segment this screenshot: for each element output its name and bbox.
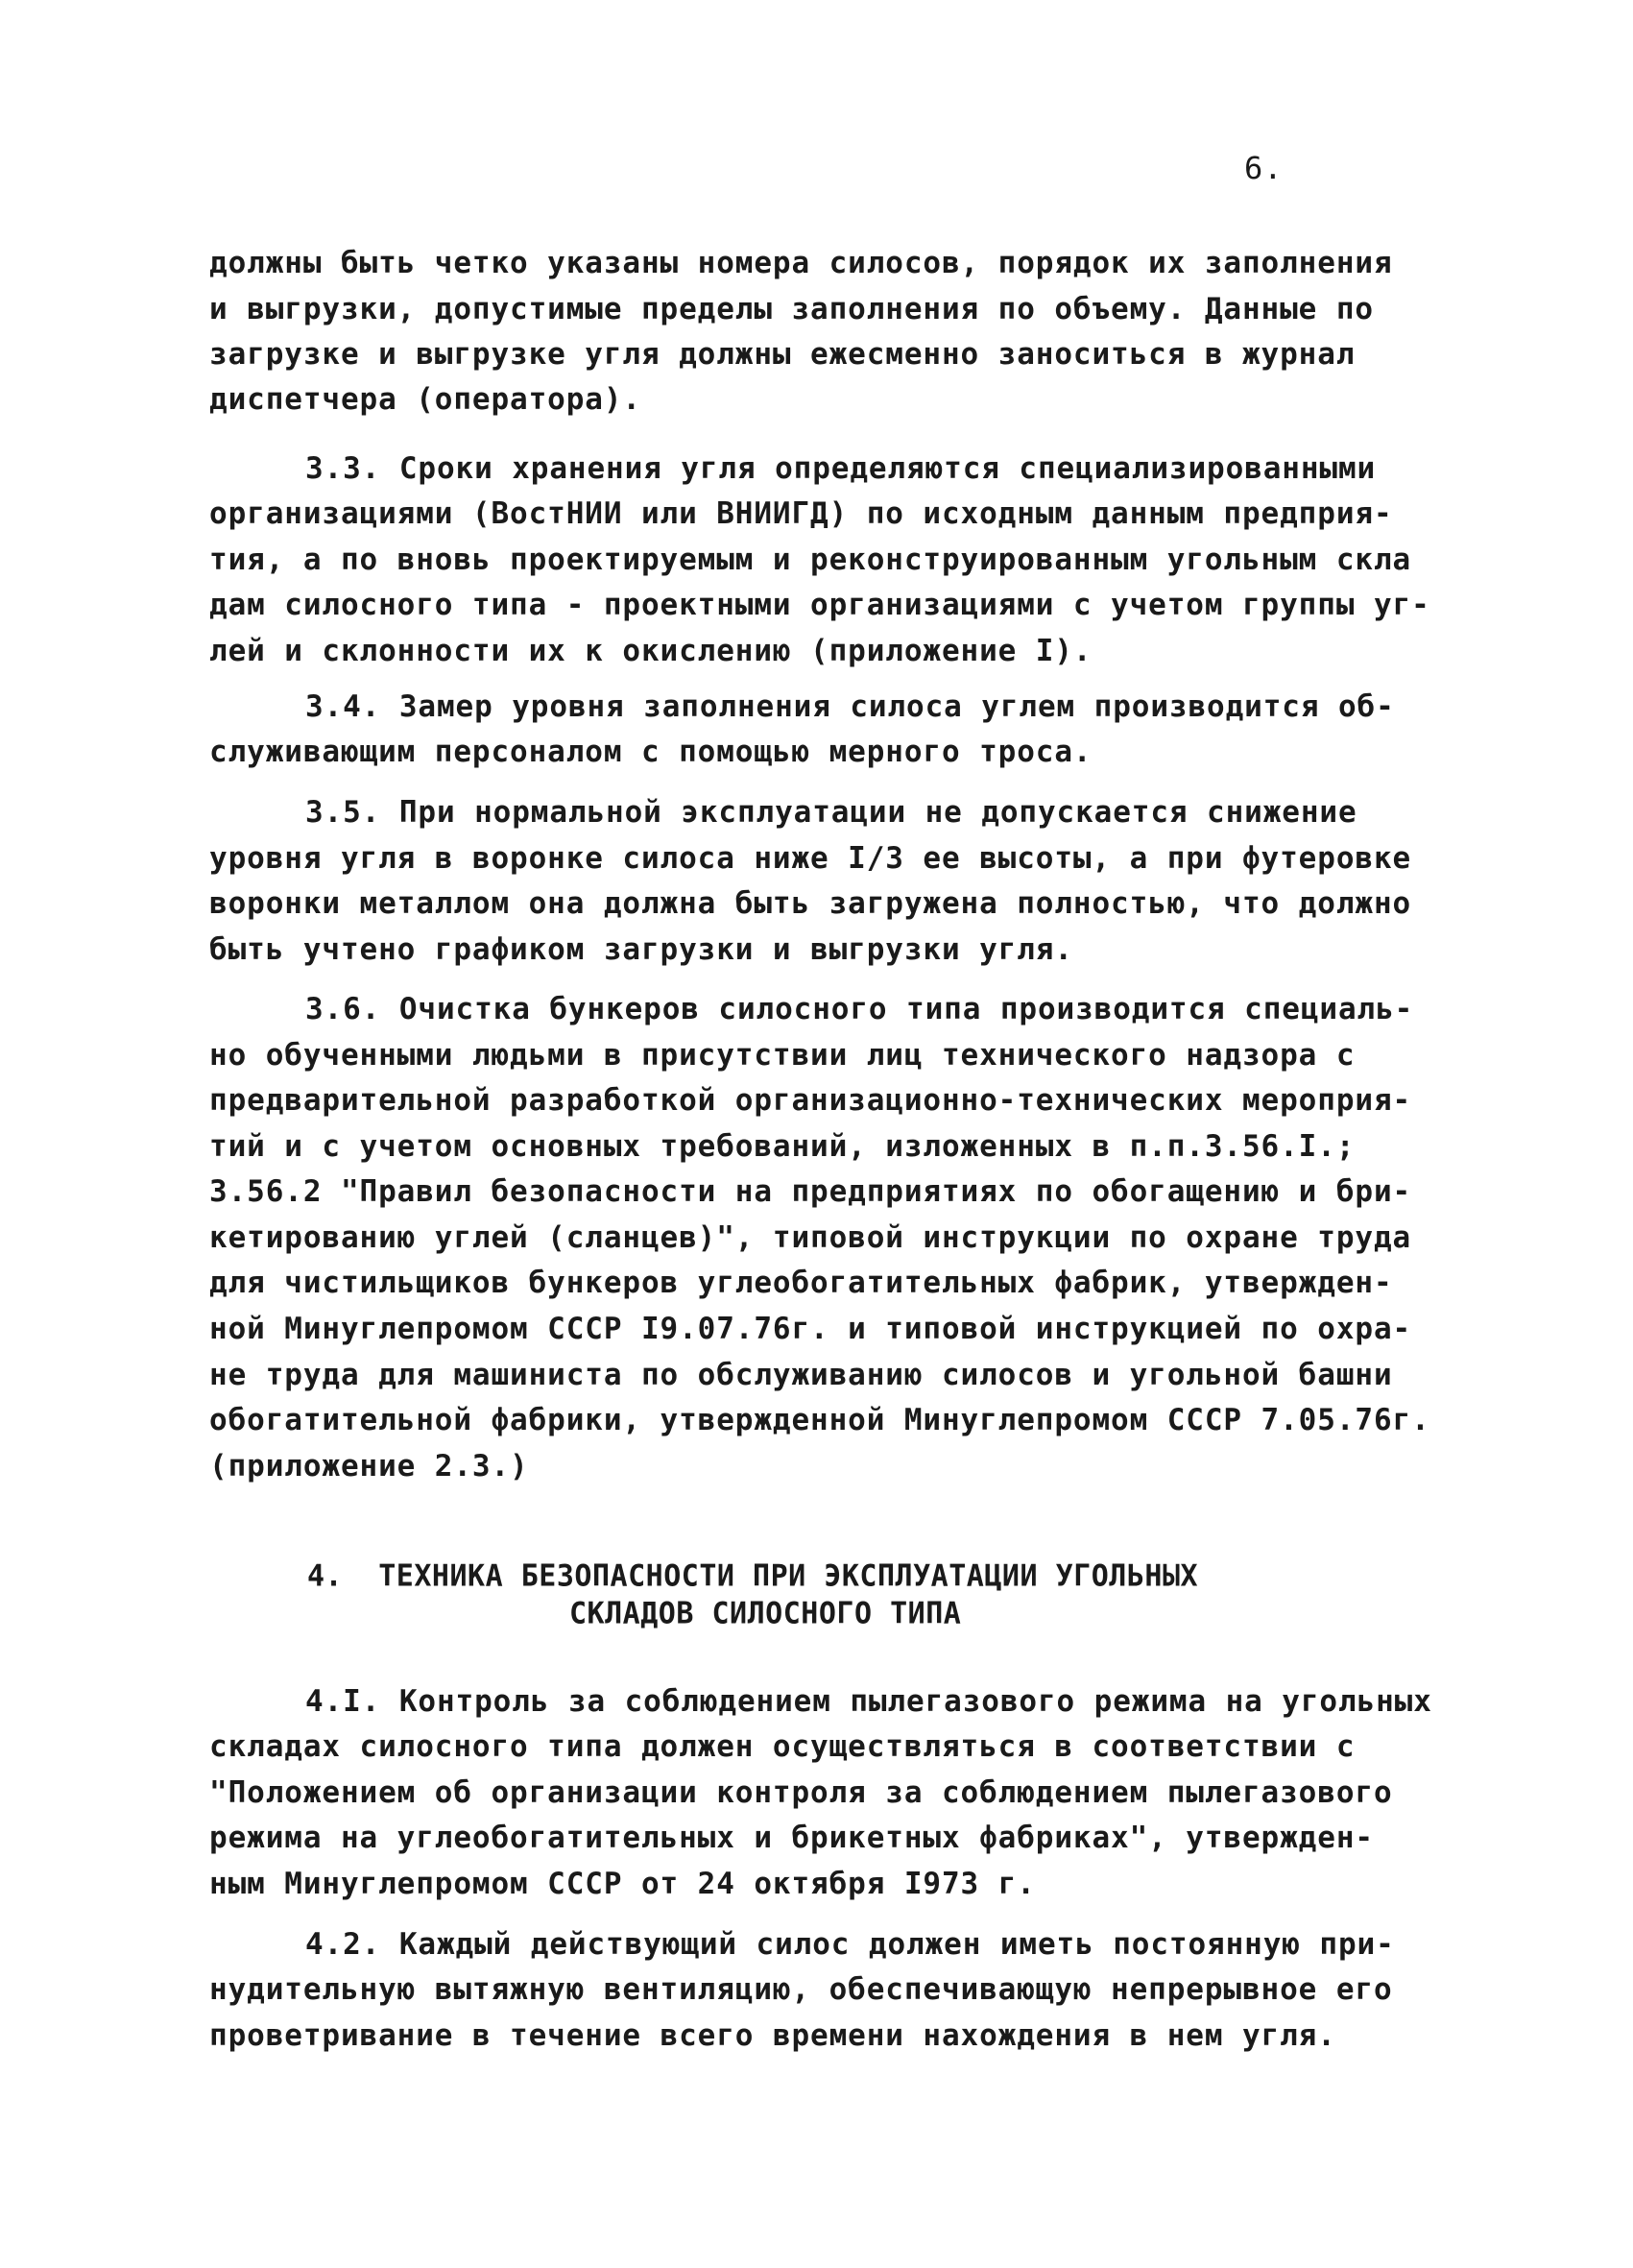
text-line: 3.5. При нормальной эксплуатации не допускается снижение — [305, 795, 1357, 830]
text-line: организациями (ВостНИИ или ВНИИГД) по исходным данным предприя- — [209, 496, 1393, 531]
text-line: "Положением об организации контроля за соблюдением пылегазового — [209, 1775, 1393, 1810]
text-line: кетированию углей (сланцев)", типовой инструкции по охране труда — [209, 1220, 1412, 1255]
text-line: уровня угля в воронке силоса ниже I/3 ее высоты, а при футеровке — [209, 841, 1412, 876]
text-line: ной Минуглепромом СССР I9.07.76г. и типовой инструкцией по охра- — [209, 1312, 1412, 1346]
text-line: 3.56.2 "Правил безопасности на предприятиях по обогащению и бри- — [209, 1174, 1412, 1209]
text-line: 3.4. Замер уровня заполнения силоса углем производится об- — [305, 689, 1395, 724]
text-line: не труда для машиниста по обслуживанию силосов и угольной башни — [209, 1358, 1393, 1392]
text-line: должны быть четко указаны номера силосов, порядок их заполнения — [209, 246, 1393, 280]
section-heading: 4. ТЕХНИКА БЕЗОПАСНОСТИ ПРИ ЭКСПЛУАТАЦИИ УГОЛЬНЫХ — [307, 1558, 1199, 1594]
text-line: и выгрузки, допустимые пределы заполнения по объему. Данные по — [209, 292, 1374, 326]
text-line: тия, а по вновь проектируемым и реконструированным угольным скла — [209, 543, 1412, 577]
text-line: (приложение 2.3.) — [209, 1449, 529, 1484]
text-line: складах силосного типа должен осуществляться в соответствии с — [209, 1729, 1356, 1764]
section-heading: СКЛАДОВ СИЛОСНОГО ТИПА — [569, 1596, 962, 1631]
text-line: но обученными людьми в присутствии лиц технического надзора с — [209, 1038, 1356, 1073]
text-line: дам силосного типа - проектными организациями с учетом группы уг- — [209, 588, 1430, 622]
text-line: режима на углеобогатительных и брикетных фабриках", утвержден- — [209, 1821, 1374, 1855]
text-line: 4.2. Каждый действующий силос должен иметь постоянную при- — [305, 1927, 1395, 1962]
text-line: обогатительной фабрики, утвержденной Минуглепромом СССР 7.05.76г. — [209, 1403, 1430, 1437]
text-line: 3.6. Очистка бункеров силосного типа производится специаль- — [305, 992, 1414, 1026]
text-line: ным Минуглепромом СССР от 24 октября I973 г. — [209, 1867, 1036, 1901]
text-line: нудительную вытяжную вентиляцию, обеспечивающую непрерывное его — [209, 1972, 1393, 2007]
text-line: 4.I. Контроль за соблюдением пылегазового режима на угольных — [305, 1684, 1432, 1719]
text-line: служивающим персоналом с помощью мерного троса. — [209, 735, 1093, 769]
text-line: диспетчера (оператора). — [209, 382, 641, 417]
page-number: 6. — [1244, 150, 1284, 186]
text-line: тий и с учетом основных требований, изложенных в п.п.3.56.I.; — [209, 1129, 1356, 1164]
text-line: загрузке и выгрузке угля должны ежесменно заноситься в журнал — [209, 337, 1356, 372]
text-line: для чистильщиков бункеров углеобогатительных фабрик, утвержден- — [209, 1266, 1393, 1300]
text-line: лей и склонности их к окислению (приложение I). — [209, 634, 1093, 668]
text-line: 3.3. Сроки хранения угля определяются специализированными — [305, 451, 1377, 486]
text-line: проветривание в течение всего времени нахождения в нем угля. — [209, 2018, 1336, 2053]
text-line: воронки металлом она должна быть загружена полностью, что должно — [209, 886, 1412, 921]
text-line: предварительной разработкой организационно-технических мероприя- — [209, 1083, 1412, 1118]
text-line: быть учтено графиком загрузки и выгрузки угля. — [209, 932, 1073, 967]
